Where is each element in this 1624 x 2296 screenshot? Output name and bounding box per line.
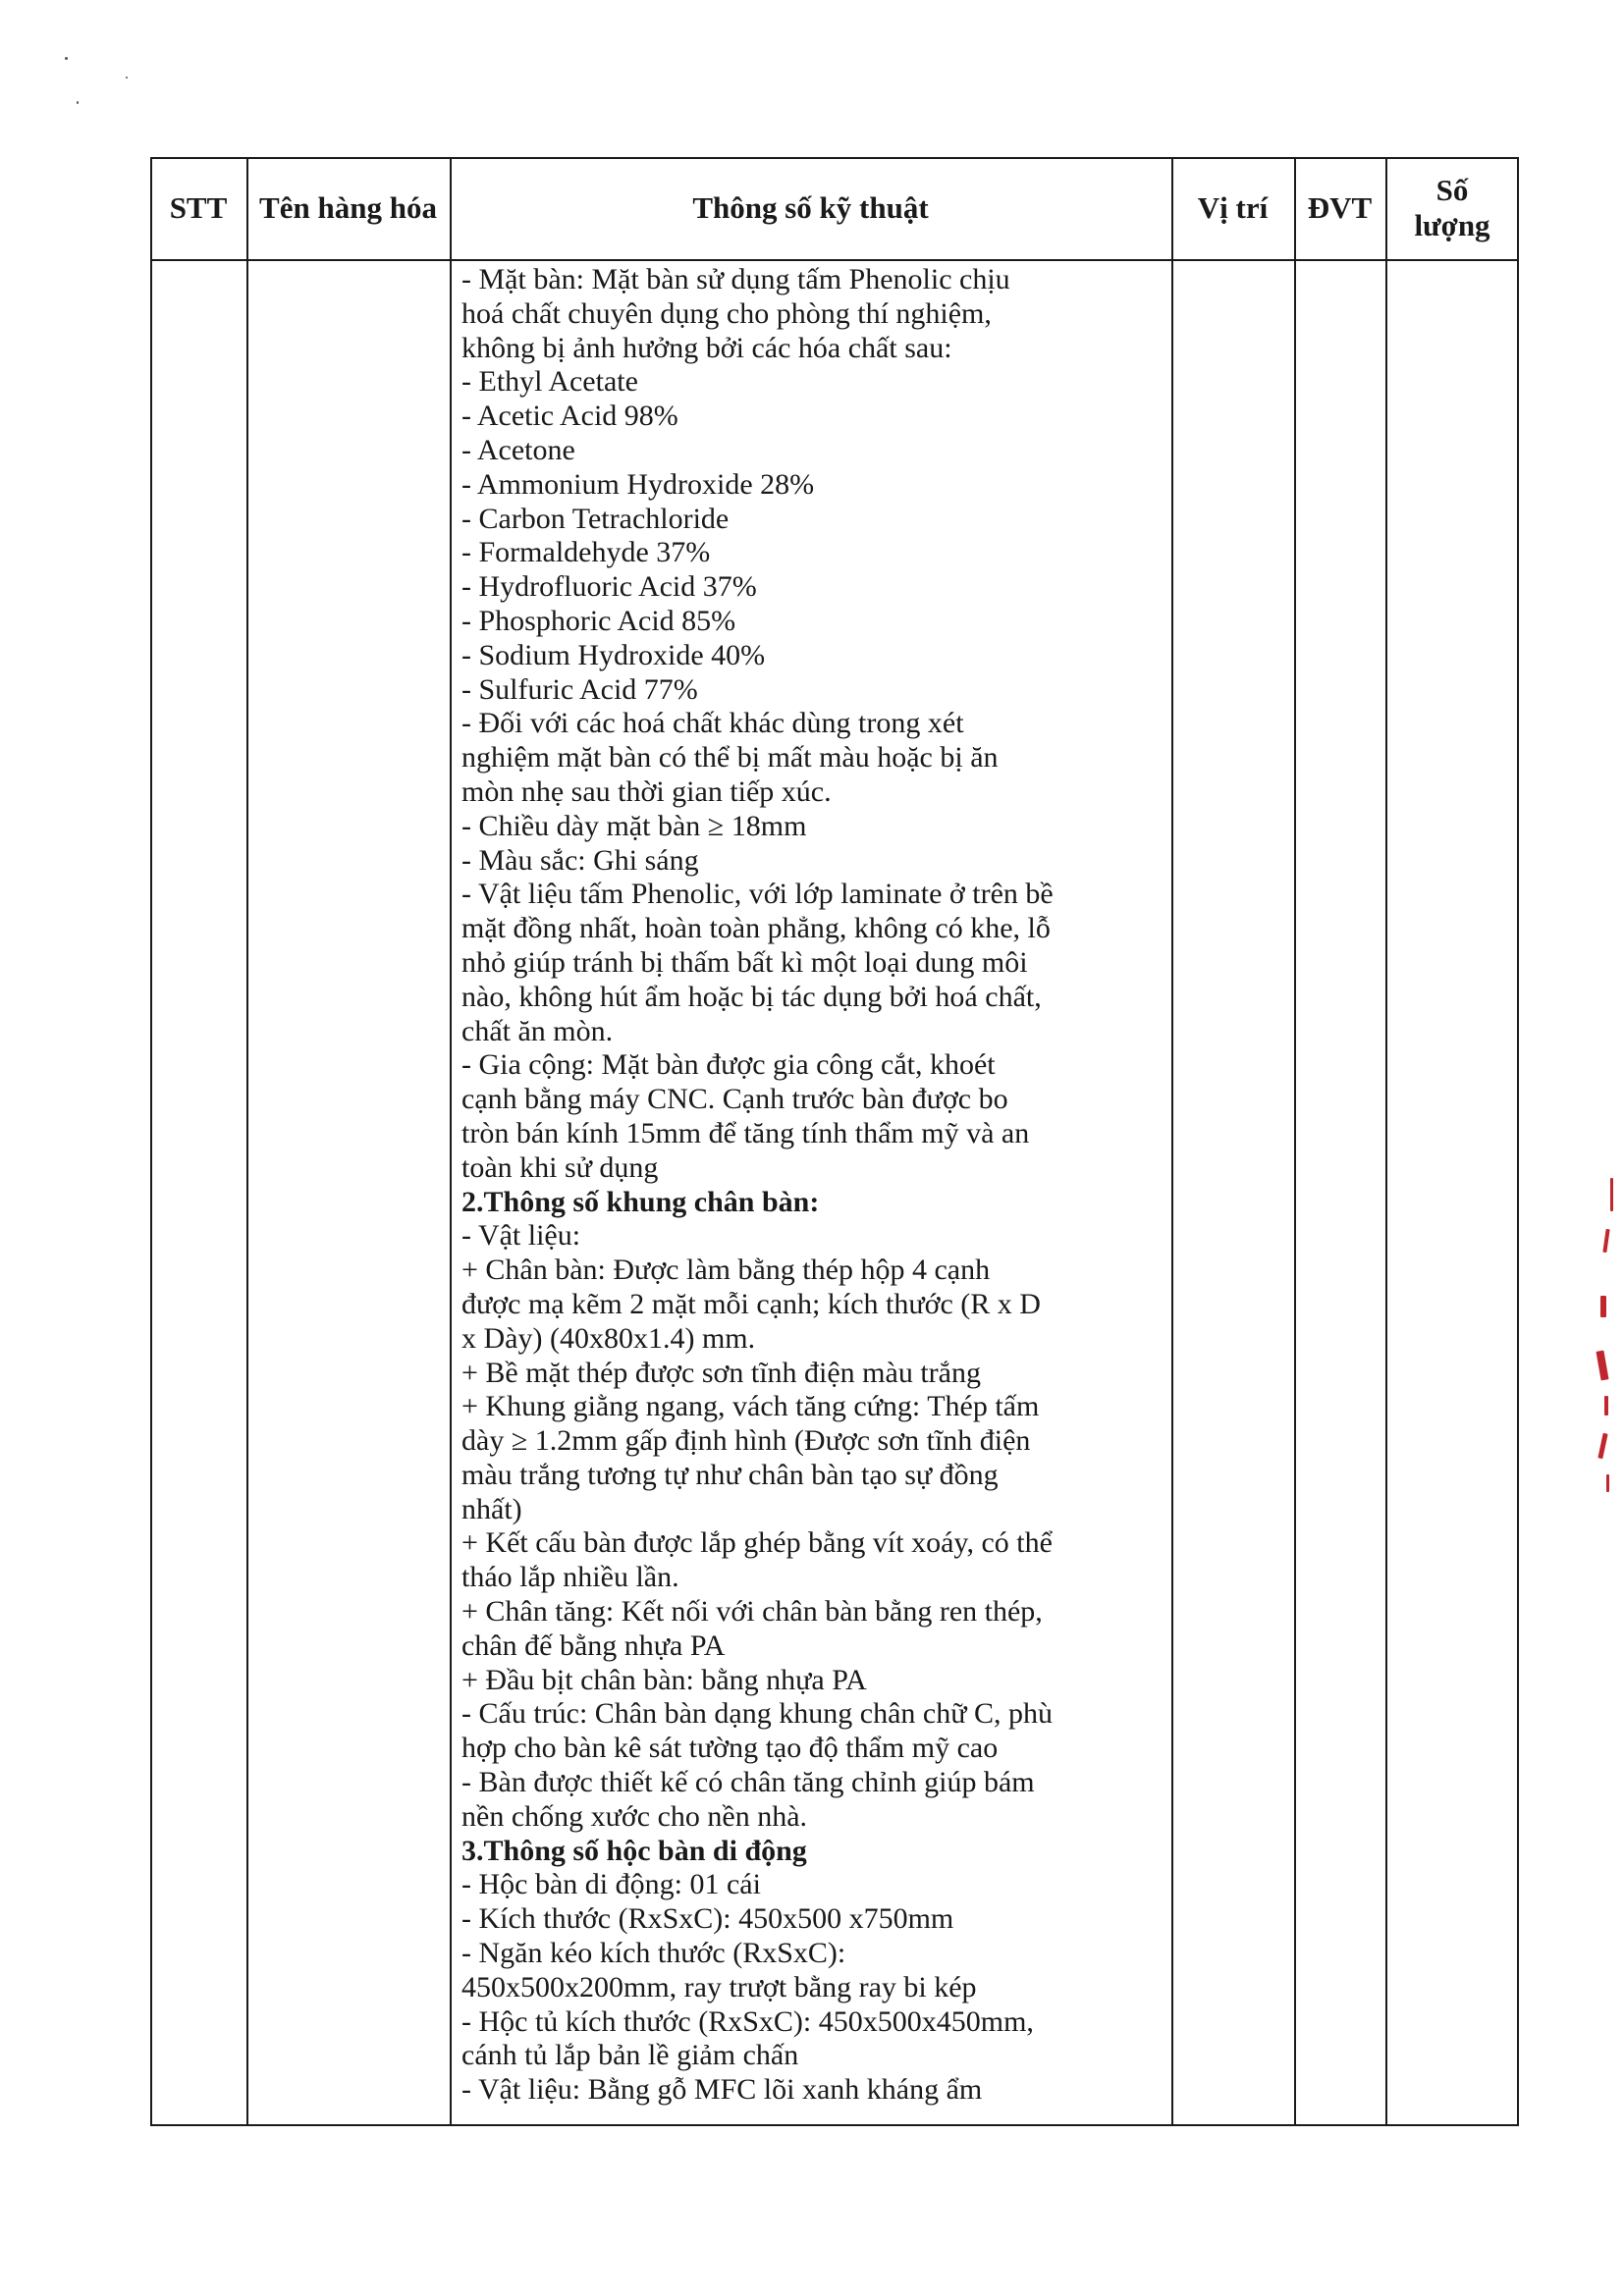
spec-line: - Hộc bàn di động: 01 cái bbox=[461, 1868, 761, 1901]
spec-line: + Chân bàn: Được làm bằng thép hộp 4 cạnh bbox=[461, 1254, 991, 1287]
spec-line: chân đế bằng nhựa PA bbox=[461, 1629, 726, 1662]
spec-table bbox=[150, 157, 1519, 2126]
spec-line: + Khung giằng ngang, vách tăng cứng: Thép tấm bbox=[461, 1390, 1040, 1423]
spec-line: toàn khi sử dụng bbox=[461, 1150, 659, 1184]
spec-line: mòn nhẹ sau thời gian tiếp xúc. bbox=[461, 774, 832, 808]
header-so-luong bbox=[1385, 157, 1519, 259]
spec-line: nhỏ giúp tránh bị thấm bất kì một loại dung môi bbox=[461, 945, 1028, 979]
spec-line: tháo lắp nhiều lần. bbox=[461, 1561, 679, 1594]
ink-mark bbox=[1604, 1396, 1608, 1415]
header-stt: STT bbox=[169, 190, 228, 225]
header-divider bbox=[150, 259, 1519, 261]
spec-line: - Bàn được thiết kế có chân tăng chỉnh giúp bám bbox=[461, 1766, 1035, 1799]
spec-line: màu trắng tương tự như chân bàn tạo sự đồng bbox=[461, 1458, 999, 1491]
ink-mark bbox=[1600, 1296, 1606, 1317]
spec-line: - Ngăn kéo kích thước (RxSxC): bbox=[461, 1937, 846, 1970]
header-ten-hang-hoa: Tên hàng hóa bbox=[259, 190, 437, 225]
spec-line: + Kết cấu bàn được lắp ghép bằng vít xoáy, có thể bbox=[461, 1526, 1053, 1560]
spec-line: hợp cho bàn kê sát tường tạo độ thẩm mỹ cao bbox=[461, 1732, 999, 1765]
spec-line: cánh tủ lắp bản lề giảm chấn bbox=[461, 2039, 799, 2072]
spec-line: hoá chất chuyên dụng cho phòng thí nghiệm, bbox=[461, 296, 992, 330]
spec-line: - Phosphoric Acid 85% bbox=[461, 604, 736, 637]
column-divider bbox=[1171, 157, 1173, 2126]
spec-section-heading: 3.Thông số hộc bàn di động bbox=[461, 1834, 807, 1867]
spec-line: - Ethyl Acetate bbox=[461, 365, 638, 399]
spec-line: - Acetic Acid 98% bbox=[461, 400, 678, 433]
ink-mark bbox=[1596, 1351, 1608, 1381]
speck bbox=[65, 57, 68, 60]
spec-section-heading: 2.Thông số khung chân bàn: bbox=[461, 1185, 820, 1218]
spec-line: nền chống xước cho nền nhà. bbox=[461, 1799, 808, 1833]
spec-line: - Đối với các hoá chất khác dùng trong xét bbox=[461, 707, 964, 740]
spec-text-cell bbox=[461, 263, 1168, 2108]
spec-line: - Ammonium Hydroxide 28% bbox=[461, 467, 815, 501]
header-vi-tri: Vị trí bbox=[1197, 190, 1269, 225]
spec-line: 450x500x200mm, ray trượt bằng ray bi kép bbox=[461, 1970, 977, 2003]
ink-mark bbox=[1606, 1474, 1609, 1492]
spec-line: dày ≥ 1.2mm gấp định hình (Được sơn tĩnh điện bbox=[461, 1424, 1031, 1458]
spec-line: - Vật liệu: bbox=[461, 1219, 581, 1253]
spec-line: nghiệm mặt bàn có thể bị mất màu hoặc bị ăn bbox=[461, 741, 999, 774]
spec-line: - Sodium Hydroxide 40% bbox=[461, 638, 766, 671]
ink-mark bbox=[1597, 1433, 1607, 1459]
ink-mark bbox=[1602, 1229, 1609, 1253]
red-ink-marks bbox=[1571, 1178, 1624, 1571]
spec-line: + Bề mặt thép được sơn tĩnh điện màu trắng bbox=[461, 1356, 981, 1389]
header-thong-so-ky-thuat: Thông số kỹ thuật bbox=[692, 190, 929, 225]
column-divider bbox=[1294, 157, 1296, 2126]
spec-line: được mạ kẽm 2 mặt mỗi cạnh; kích thước (R x D bbox=[461, 1287, 1041, 1320]
spec-line: + Chân tăng: Kết nối với chân bàn bằng ren thép, bbox=[461, 1595, 1043, 1629]
spec-line: mặt đồng nhất, hoàn toàn phẳng, không có khe, lỗ bbox=[461, 912, 1051, 945]
column-divider bbox=[450, 157, 452, 2126]
spec-line: - Màu sắc: Ghi sáng bbox=[461, 843, 699, 877]
spec-line: - Hộc tủ kích thước (RxSxC): 450x500x450mm, bbox=[461, 2004, 1034, 2038]
spec-line: - Gia cộng: Mặt bàn được gia công cắt, khoét bbox=[461, 1048, 996, 1082]
speck bbox=[77, 101, 79, 104]
spec-line: tròn bán kính 15mm để tăng tính thẩm mỹ và an bbox=[461, 1116, 1030, 1149]
header-so-luong-line2: lượng bbox=[1414, 208, 1490, 242]
spec-line: - Vật liệu: Bằng gỗ MFC lõi xanh kháng ẩm bbox=[461, 2073, 983, 2107]
column-divider bbox=[246, 157, 248, 2126]
spec-line: - Sulfuric Acid 77% bbox=[461, 672, 698, 706]
spec-line: - Formaldehyde 37% bbox=[461, 536, 711, 569]
spec-line: cạnh bằng máy CNC. Cạnh trước bàn được bo bbox=[461, 1083, 1008, 1116]
spec-line: - Mặt bàn: Mặt bàn sử dụng tấm Phenolic chịu bbox=[461, 263, 1010, 295]
spec-line: x Dày) (40x80x1.4) mm. bbox=[461, 1321, 756, 1355]
spec-line: - Kích thước (RxSxC): 450x500 x750mm bbox=[461, 1902, 954, 1936]
header-dvt: ĐVT bbox=[1307, 190, 1373, 225]
speck bbox=[126, 77, 128, 79]
spec-line: không bị ảnh hưởng bởi các hóa chất sau: bbox=[461, 331, 952, 364]
spec-line: nào, không hút ẩm hoặc bị tác dụng bởi hoá chất, bbox=[461, 980, 1042, 1013]
spec-line: + Đầu bịt chân bàn: bằng nhựa PA bbox=[461, 1663, 867, 1696]
ink-mark bbox=[1610, 1178, 1613, 1211]
spec-line: - Carbon Tetrachloride bbox=[461, 502, 730, 535]
spec-line: - Hydrofluoric Acid 37% bbox=[461, 570, 757, 604]
spec-line: - Acetone bbox=[461, 433, 575, 466]
spec-line: chất ăn mòn. bbox=[461, 1014, 614, 1047]
column-divider bbox=[1385, 157, 1387, 2126]
spec-line: - Vật liệu tấm Phenolic, với lớp laminate ở trên bề bbox=[461, 878, 1054, 911]
spec-line: nhất) bbox=[461, 1492, 522, 1525]
header-so-luong-line1: Số bbox=[1435, 173, 1469, 207]
spec-line: - Cấu trúc: Chân bàn dạng khung chân chữ C, phù bbox=[461, 1697, 1053, 1731]
spec-line: - Chiều dày mặt bàn ≥ 18mm bbox=[461, 809, 807, 842]
